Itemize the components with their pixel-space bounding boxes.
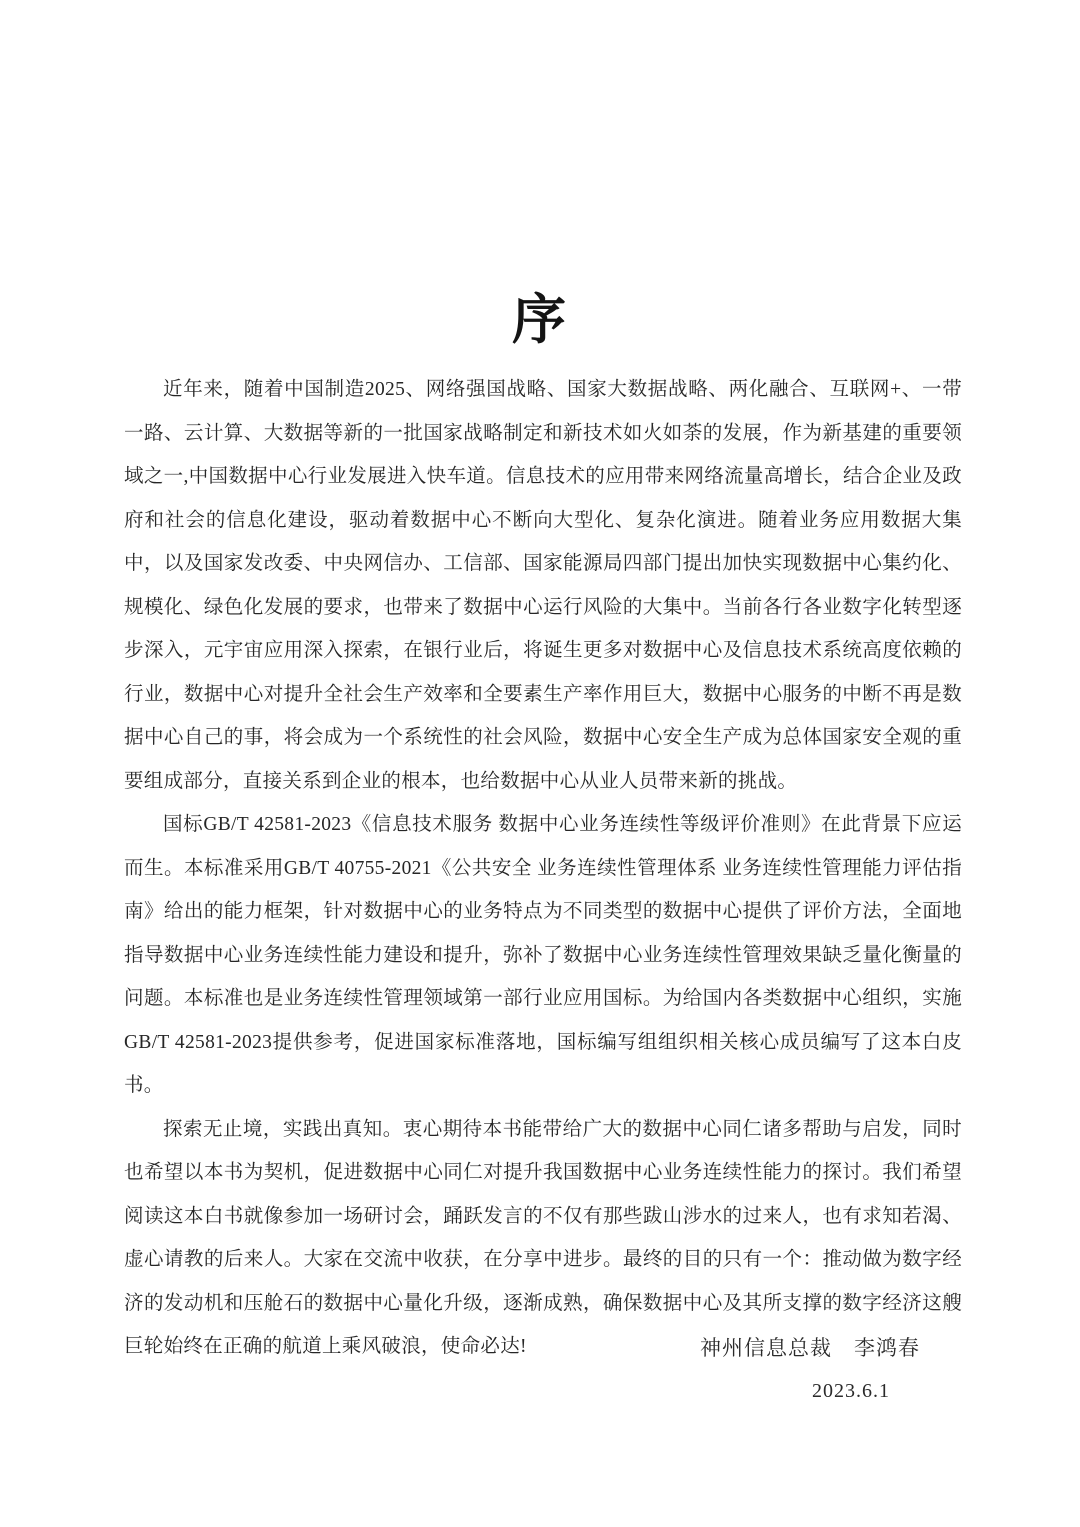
- paragraph: 近年来，随着中国制造2025、网络强国战略、国家大数据战略、两化融合、互联网+、一带一路、云计算、大数据等新的一批国家战略制定和新技术如火如荼的发展，作为新基建的重要领域之一,中国数据中心行业发展进入快车道。信息技术的应用带来网络流量高增长，结合企业及政府和社会的信息化建设，驱动着数据中心不断向大型化、复杂化演进。随着业务应用数据大集中，以及国家发改委、中央网信办、工信部、国家能源局四部门提出加快实现数据中心集约化、规模化、绿色化发展的要求，也带来了数据中心运行风险的大集中。当前各行各业数字化转型逐步深入，元宇宙应用深入探索，在银行业后，将诞生更多对数据中心及信息技术系统高度依赖的行业，数据中心对提升全社会生产效率和全要素生产率作用巨大，数据中心服务的中断不再是数据中心自己的事，将会成为一个系统性的社会风险，数据中心安全生产成为总体国家安全观的重要组成部分，直接关系到企业的根本，也给数据中心从业人员带来新的挑战。: [124, 379, 962, 792]
- page-title: 序: [512, 290, 568, 351]
- paragraph: 国标GB/T 42581-2023《信息技术服务 数据中心业务连续性等级评价准则》在此背景下应运而生。本标准采用GB/T 40755-2021《公共安全 业务连续性管理体系 业务连续性管理能力评估指南》给出的能力框架，针对数据中心的业务特点为不同类型的数据中心提供了评价方法，全面地指导数据中心业务连续性能力建设和提升，弥补了数据中心业务连续性管理效果缺乏量化衡量的问题。本标准也是业务连续性管理领域第一部行业应用国标。为给国内各类数据中心组织，实施GB/T 42581-2023提供参考，促进国家标准落地，国标编写组组织相关核心成员编写了这本白皮书。: [124, 814, 962, 1096]
- preface-body: [124, 368, 962, 1369]
- signature: 神州信息总裁 李鸿春: [700, 1336, 920, 1360]
- signature-date: 2023.6.1: [812, 1380, 890, 1402]
- paragraph: 探索无止境，实践出真知。衷心期待本书能带给广大的数据中心同仁诸多帮助与启发，同时也希望以本书为契机，促进数据中心同仁对提升我国数据中心业务连续性能力的探讨。我们希望阅读这本白书就像参加一场研讨会，踊跃发言的不仅有那些跋山涉水的过来人，也有求知若渴、虚心请教的后来人。大家在交流中收获，在分享中进步。最终的目的只有一个：推动做为数字经济的发动机和压舱石的数据中心量化升级，逐渐成熟，确保数据中心及其所支撑的数字经济这艘巨轮始终在正确的航道上乘风破浪，使命必达!: [124, 1118, 962, 1357]
